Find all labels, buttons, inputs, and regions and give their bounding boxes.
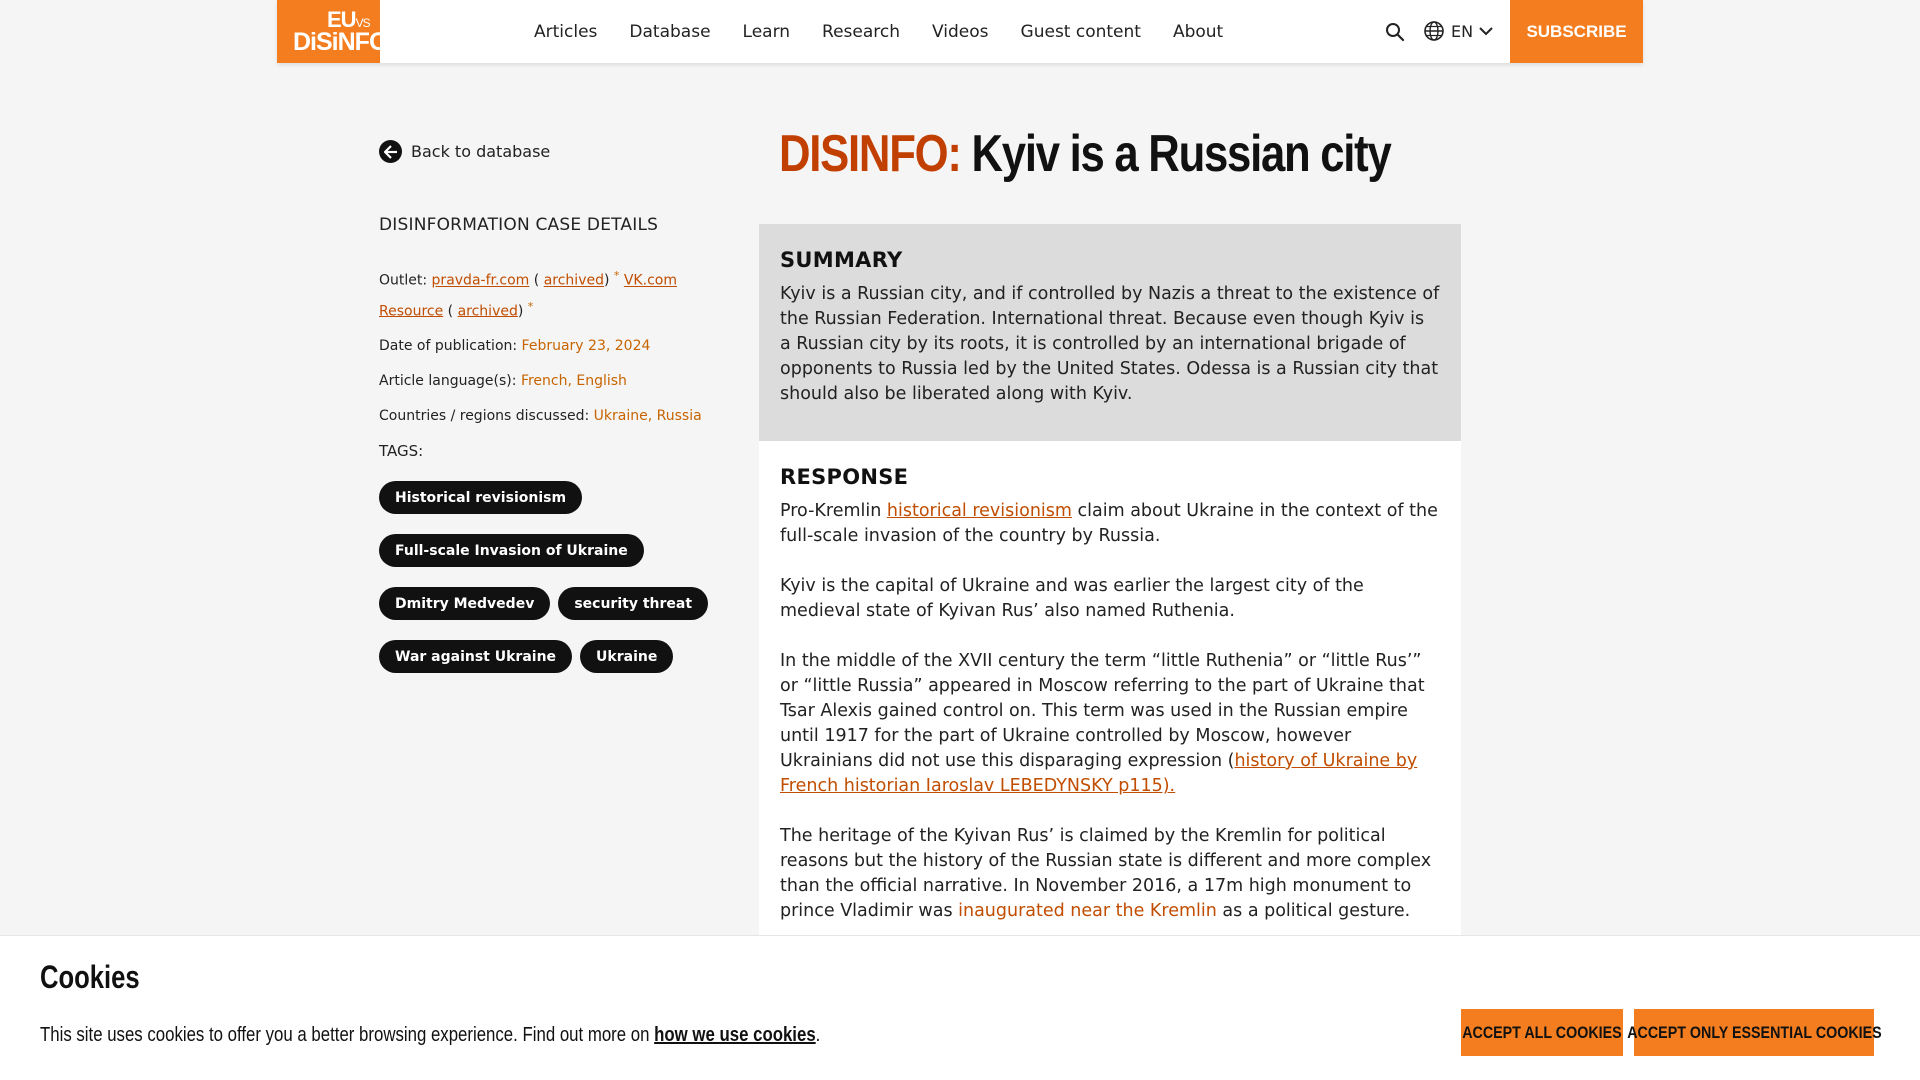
accept-all-label: ACCEPT ALL COOKIES [1462,1022,1622,1042]
date-row [379,334,739,359]
nav-articles[interactable]: Articles [534,21,598,42]
case-details-title: DISINFORMATION CASE DETAILS [379,215,659,235]
back-to-database-link[interactable] [379,140,550,163]
nav-learn[interactable]: Learn [742,21,791,42]
date-label: Date of publication: [379,338,518,355]
p3-text-a: In the middle of the XVII century the term “little Ruthenia” or “little Rus’” or “little Russia” appeared in Moscow referring to the part of Ukraine that Tsar Alexis gained control on. This term was used in the Russian empire until 1917 for the part of Ukraine controlled by Moscow, however Ukrainians did not use this disparaging expression ( [780,651,1425,771]
countries-value[interactable]: Ukraine, Russia [593,408,702,425]
tag-list [379,481,739,693]
summary-heading: SUMMARY [780,248,903,272]
p1-text-b: claim about Ukraine in the context of the full-scale invasion of the country by Russia. [780,501,1438,546]
cookie-text-a: This site uses cookies to offer you a better browsing experience. Find out more on [40,1024,655,1046]
arrow-left-icon [379,140,402,163]
tags-title: TAGS: [379,442,424,460]
subscribe-button[interactable]: SUBSCRIBE [1510,0,1643,63]
response-paragraph-1 [780,499,1440,549]
inaugurated-near-kremlin-link[interactable]: inaugurated near the Kremlin [958,901,1217,921]
title-text: Kyiv is a Russian city [971,125,1391,183]
nav-guest-content[interactable]: Guest content [1020,21,1141,42]
nav-about[interactable]: About [1172,21,1224,42]
language-selector[interactable] [1423,20,1493,42]
accept-essential-cookies-button[interactable] [1626,1009,1882,1056]
language-row [379,369,739,394]
historical-revisionism-link[interactable]: historical revisionism [886,501,1072,521]
outlet-link-pravda[interactable]: pravda-fr.com [431,272,530,289]
site-logo[interactable] [277,0,388,63]
accept-all-cookies-button[interactable] [1461,1009,1623,1056]
response-section [759,441,1461,940]
outlet-link-vk[interactable]: VK.com Resource [379,272,677,320]
case-details [379,263,739,439]
asterisk-2: * [527,299,534,313]
response-paragraph-2: Kyiv is the capital of Ukraine and was earlier the largest city of the medieval state of Kyivan Rus’ also named Ruthenia. [780,576,1364,621]
tag-security-threat[interactable]: security threat [558,587,708,620]
article-language-value[interactable]: French, English [520,373,627,390]
asterisk-1: * [613,269,620,282]
page-title [779,124,1391,184]
tag-war-against-ukraine[interactable]: War against Ukraine [379,640,572,673]
logo-disinfo: DiSiNFO [293,28,388,56]
site-header [277,0,1643,63]
language-code: EN [1451,21,1474,41]
outlet-archived-link-1[interactable]: archived [543,272,604,289]
tag-historical-revisionism[interactable]: Historical revisionism [379,481,582,514]
cookie-text-b: . [815,1024,821,1046]
response-paragraph-4 [780,824,1440,924]
response-paragraph-3 [780,649,1440,799]
p4-text-b: as a political gesture. [1216,901,1411,921]
outlet-label: Outlet: [379,272,428,289]
how-we-use-cookies-link[interactable]: how we use cookies [654,1024,816,1046]
outlet-archived-link-2[interactable]: archived [457,303,518,320]
accept-essential-label: ACCEPT ONLY ESSENTIAL COOKIES [1626,1022,1882,1042]
nav-videos[interactable]: Videos [932,21,989,42]
countries-label: Countries / regions discussed: [379,408,590,425]
main-nav [534,0,1223,63]
cookie-title: Cookies [40,959,140,995]
tag-full-scale-invasion[interactable]: Full-scale Invasion of Ukraine [379,534,644,567]
nav-database[interactable]: Database [629,21,711,42]
summary-text: Kyiv is a Russian city, and if controlled by Nazis a threat to the existence of the Russian Federation. International threat. Because even though Kyiv is a Russian city by its roots, it is controlled by an international brigade of opponents to Russia led by the United States. Odessa is a Russian city that should also be liberated along with Kyiv. [780,284,1440,404]
p4-text-a: The heritage of the Kyivan Rus’ is claimed by the Kremlin for political reasons but the history of the Russian state is different and more complex than the official narrative. In November 2016, a 17m high monument to prince Vladimir was [780,826,1432,921]
p1-text-a: Pro-Kremlin [780,501,887,521]
tag-ukraine[interactable]: Ukraine [580,640,673,673]
countries-row [379,404,739,429]
logo-eu: EU [327,7,356,32]
nav-research[interactable]: Research [822,21,901,42]
tag-dmitry-medvedev[interactable]: Dmitry Medvedev [379,587,550,620]
summary-section [759,224,1461,441]
response-heading: RESPONSE [780,465,909,489]
back-label: Back to database [411,142,551,161]
article-language-label: Article language(s): [379,373,517,390]
chevron-down-icon [1479,26,1493,36]
title-prefix: DISINFO: [779,125,961,183]
cookie-text [40,1024,820,1047]
globe-icon [1423,20,1445,42]
logo-vs: VS [355,16,370,30]
history-of-ukraine-link[interactable]: history of Ukraine by French historian Iaroslav LEBEDYNSKY p115). [780,751,1418,796]
date-value: February 23, 2024 [521,338,651,355]
cookie-banner [0,935,1920,1080]
search-icon[interactable] [1385,22,1405,42]
outlet-row: Outlet: pravda-fr.com ( archived) * VK.com Resource ( archived) * [379,269,677,320]
